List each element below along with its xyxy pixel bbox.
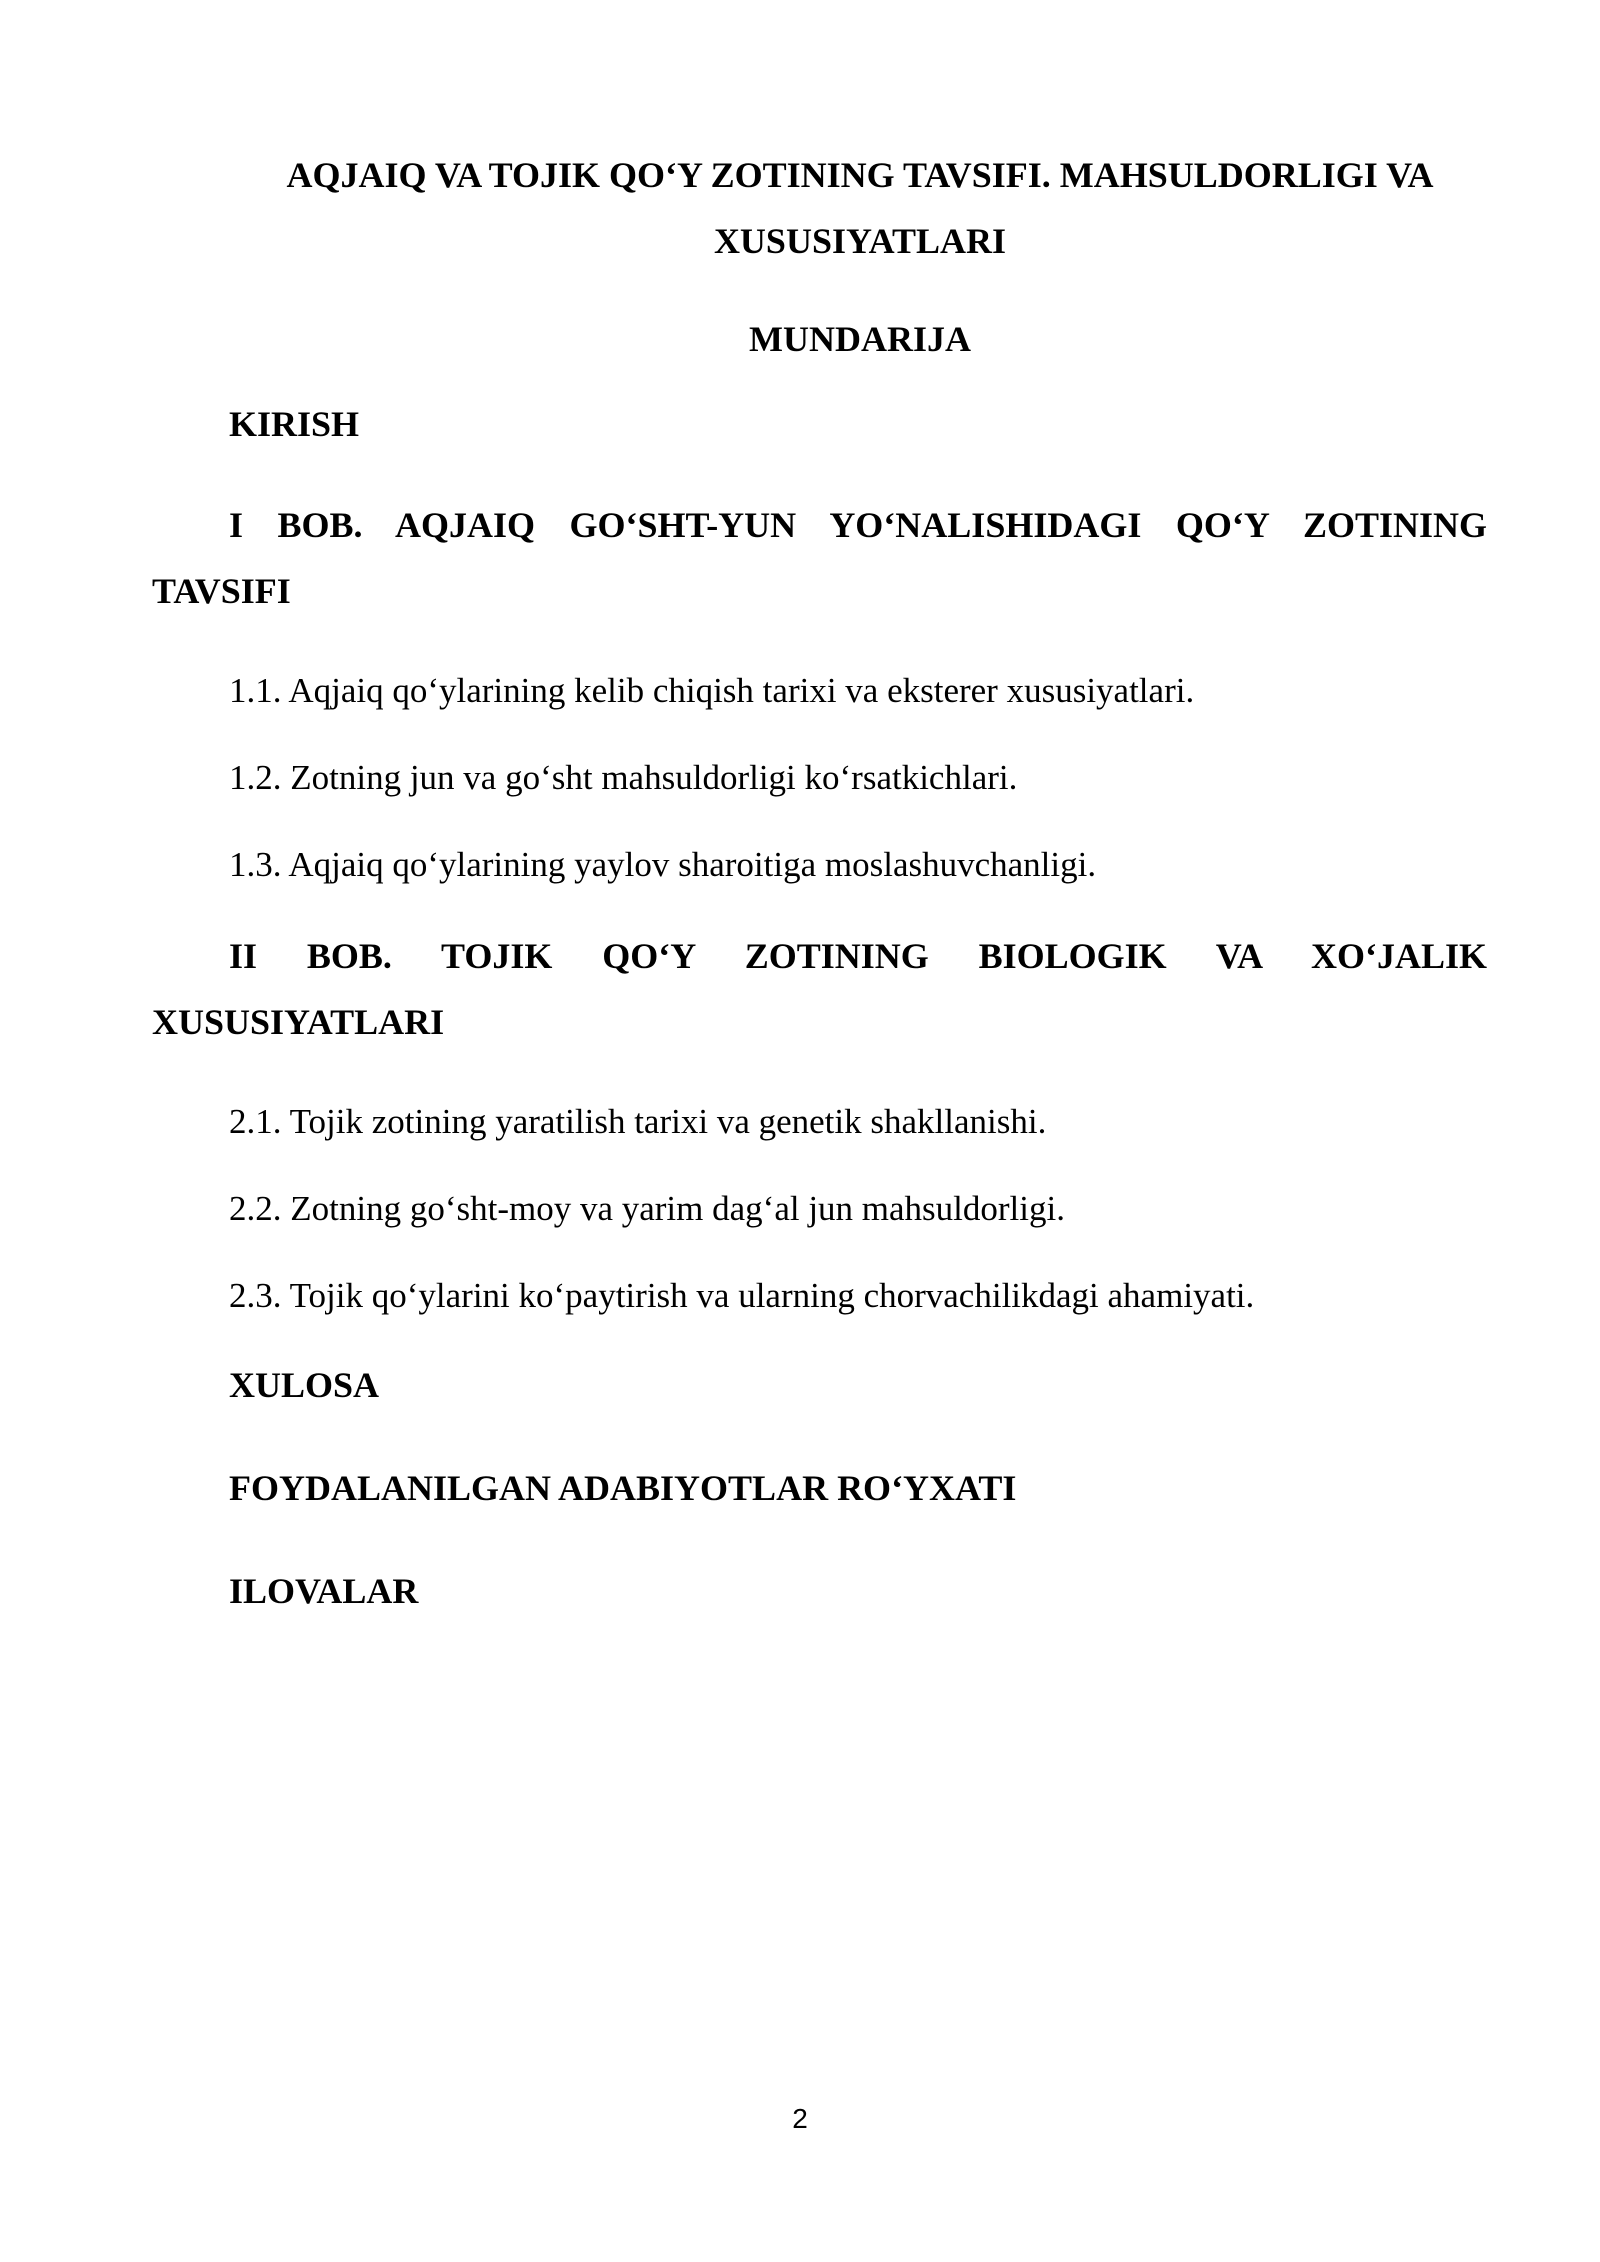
toc-entry-section-1-2: 1.2. Zotning jun va go‘sht mahsuldorligi ko‘rsatkichlari. — [229, 758, 1018, 797]
page-number: 2 — [792, 2103, 808, 2134]
chapter-1-heading-line-2: TAVSIFI — [152, 571, 291, 611]
document-title-line-2: XUSUSIYATLARI — [713, 221, 1007, 261]
toc-entry-intro: KIRISH — [229, 404, 360, 444]
toc-entry-chapter-2 — [152, 923, 1487, 1055]
chapter-2-heading-line-2: XUSUSIYATLARI — [152, 1002, 445, 1042]
toc-entry-section-2-2: 2.2. Zotning go‘sht-moy va yarim dag‘al jun mahsuldorligi. — [229, 1189, 1065, 1228]
toc-entry-section-1-3: 1.3. Aqjaiq qo‘ylarining yaylov sharoitiga moslashuvchanligi. — [229, 845, 1097, 884]
document-title — [230, 142, 1490, 274]
chapter-2-heading-line-1: II BOB. TOJIK QO‘Y ZOTINING BIOLOGIK VA XO‘JALIK — [229, 936, 1487, 976]
chapter-1-heading-line-1: I BOB. AQJAIQ GO‘SHT-YUN YO‘NALISHIDAGI QO‘Y ZOTINING — [229, 505, 1487, 545]
toc-heading: MUNDARIJA — [749, 319, 971, 359]
toc-entry-chapter-1 — [152, 492, 1487, 624]
toc-entry-conclusion: XULOSA — [229, 1365, 380, 1405]
document-title-line-1: AQJAIQ VA TOJIK QO‘Y ZOTINING TAVSIFI. MAHSULDORLIGI VA — [286, 155, 1434, 195]
toc-entry-section-1-1: 1.1. Aqjaiq qo‘ylarining kelib chiqish tarixi va eksterer xususiyatlari. — [229, 671, 1195, 710]
toc-entry-references: FOYDALANILGAN ADABIYOTLAR RO‘YXATI — [229, 1468, 1017, 1508]
toc-entry-appendices: ILOVALAR — [229, 1571, 419, 1611]
toc-entry-section-2-3: 2.3. Tojik qo‘ylarini ko‘paytirish va ularning chorvachilikdagi ahamiyati. — [229, 1276, 1255, 1315]
toc-entry-section-2-1: 2.1. Tojik zotining yaratilish tarixi va genetik shakllanishi. — [229, 1102, 1047, 1141]
